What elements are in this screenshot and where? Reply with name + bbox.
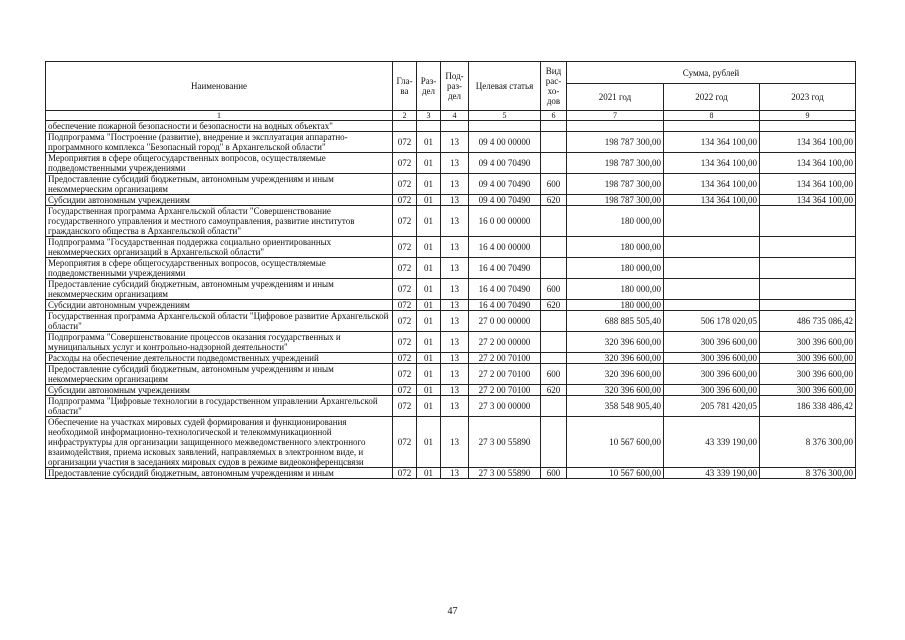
row-name: Подпрограмма "Совершенствование процессов оказания государственных и муниципальных услуг и контрольно-надзорной деятельности" <box>46 332 393 353</box>
row-sum-2023: 186 338 486,42 <box>760 396 856 417</box>
row-glava: 072 <box>393 279 417 300</box>
row-celevaya-statya <box>469 121 541 132</box>
row-celevaya-statya: 16 4 00 70490 <box>469 300 541 311</box>
row-vid-rashodov <box>541 153 567 174</box>
column-index: 7 <box>567 111 664 121</box>
row-sum-2023: 134 364 100,00 <box>760 132 856 153</box>
row-podrazdel: 13 <box>441 300 469 311</box>
row-sum-2021: 198 787 300,00 <box>567 153 664 174</box>
row-celevaya-statya: 09 4 00 00000 <box>469 132 541 153</box>
row-glava: 072 <box>393 311 417 332</box>
row-celevaya-statya: 27 2 00 70100 <box>469 385 541 396</box>
row-sum-2022: 300 396 600,00 <box>664 364 760 385</box>
row-name: Субсидии автономным учреждениям <box>46 385 393 396</box>
row-razdel: 01 <box>417 195 441 206</box>
row-sum-2023: 300 396 600,00 <box>760 364 856 385</box>
header-podrazdel: Под-раз-дел <box>441 62 469 111</box>
row-vid-rashodov <box>541 258 567 279</box>
row-razdel: 01 <box>417 468 441 479</box>
row-razdel: 01 <box>417 353 441 364</box>
row-sum-2021: 180 000,00 <box>567 237 664 258</box>
row-sum-2023: 300 396 600,00 <box>760 385 856 396</box>
header-name: Наименование <box>46 62 393 111</box>
row-podrazdel: 13 <box>441 468 469 479</box>
row-celevaya-statya: 27 3 00 55890 <box>469 417 541 468</box>
row-sum-2022: 205 781 420,05 <box>664 396 760 417</box>
header-razdel: Раз-дел <box>417 62 441 111</box>
row-razdel: 01 <box>417 279 441 300</box>
row-vid-rashodov <box>541 132 567 153</box>
row-glava: 072 <box>393 258 417 279</box>
row-podrazdel: 13 <box>441 353 469 364</box>
row-razdel: 01 <box>417 206 441 237</box>
row-vid-rashodov <box>541 396 567 417</box>
row-sum-2021: 358 548 905,40 <box>567 396 664 417</box>
table-row <box>46 385 856 396</box>
header-year-2021: 2021 год <box>567 84 664 111</box>
table-row <box>46 132 856 153</box>
table-row <box>46 311 856 332</box>
row-sum-2023: 8 376 300,00 <box>760 417 856 468</box>
table-row <box>46 279 856 300</box>
row-razdel: 01 <box>417 396 441 417</box>
row-name: Предоставление субсидий бюджетным, автономным учреждениям и иным некоммерческим организациям <box>46 364 393 385</box>
row-celevaya-statya: 27 3 00 55890 <box>469 468 541 479</box>
row-name: Предоставление субсидий бюджетным, автономным учреждениям и иным некоммерческим организациям <box>46 174 393 195</box>
row-podrazdel: 13 <box>441 396 469 417</box>
row-sum-2021: 10 567 600,00 <box>567 417 664 468</box>
row-name: обеспечение пожарной безопасности и безопасности на водных объектах" <box>46 121 393 132</box>
row-celevaya-statya: 16 0 00 00000 <box>469 206 541 237</box>
row-name: Мероприятия в сфере общегосударственных вопросов, осуществляемые подведомственными учреждениями <box>46 153 393 174</box>
header-year-2023: 2023 год <box>760 84 856 111</box>
row-vid-rashodov: 600 <box>541 364 567 385</box>
column-index: 1 <box>46 111 393 121</box>
table-row <box>46 258 856 279</box>
row-vid-rashodov <box>541 353 567 364</box>
row-name: Предоставление субсидий бюджетным, автономным учреждениям и иным некоммерческим организациям <box>46 279 393 300</box>
row-podrazdel: 13 <box>441 417 469 468</box>
row-sum-2023: 300 396 600,00 <box>760 353 856 364</box>
row-celevaya-statya: 27 0 00 00000 <box>469 311 541 332</box>
row-celevaya-statya: 09 4 00 70490 <box>469 195 541 206</box>
row-celevaya-statya: 09 4 00 70490 <box>469 153 541 174</box>
row-podrazdel: 13 <box>441 332 469 353</box>
row-sum-2023: 134 364 100,00 <box>760 174 856 195</box>
row-glava: 072 <box>393 385 417 396</box>
row-sum-2022 <box>664 206 760 237</box>
row-razdel: 01 <box>417 237 441 258</box>
table-row <box>46 121 856 132</box>
row-sum-2021: 180 000,00 <box>567 206 664 237</box>
row-razdel: 01 <box>417 174 441 195</box>
row-name: Государственная программа Архангельской области "Цифровое развитие Архангельской области" <box>46 311 393 332</box>
row-celevaya-statya: 27 2 00 70100 <box>469 364 541 385</box>
row-sum-2022: 43 339 190,00 <box>664 468 760 479</box>
row-sum-2021: 320 396 600,00 <box>567 364 664 385</box>
row-vid-rashodov: 620 <box>541 385 567 396</box>
row-sum-2021: 10 567 600,00 <box>567 468 664 479</box>
table-row <box>46 153 856 174</box>
row-razdel: 01 <box>417 364 441 385</box>
row-celevaya-statya: 16 4 00 70490 <box>469 279 541 300</box>
row-podrazdel: 13 <box>441 237 469 258</box>
row-sum-2022 <box>664 279 760 300</box>
row-razdel: 01 <box>417 300 441 311</box>
row-sum-2022: 134 364 100,00 <box>664 153 760 174</box>
row-celevaya-statya: 27 3 00 00000 <box>469 396 541 417</box>
row-glava: 072 <box>393 195 417 206</box>
row-sum-2023 <box>760 206 856 237</box>
row-sum-2022: 134 364 100,00 <box>664 195 760 206</box>
row-celevaya-statya: 09 4 00 70490 <box>469 174 541 195</box>
row-sum-2021: 198 787 300,00 <box>567 132 664 153</box>
row-vid-rashodov <box>541 206 567 237</box>
row-celevaya-statya: 27 2 00 00000 <box>469 332 541 353</box>
row-razdel: 01 <box>417 153 441 174</box>
row-glava: 072 <box>393 353 417 364</box>
header-year-2022: 2022 год <box>664 84 760 111</box>
row-podrazdel: 13 <box>441 174 469 195</box>
page-number: 47 <box>447 606 458 617</box>
row-podrazdel: 13 <box>441 206 469 237</box>
table-row <box>46 206 856 237</box>
row-name: Предоставление субсидий бюджетным, автономным учреждениям и иным <box>46 468 393 479</box>
column-index-row <box>46 111 856 121</box>
row-sum-2022 <box>664 258 760 279</box>
row-sum-2021: 180 000,00 <box>567 300 664 311</box>
row-sum-2022 <box>664 300 760 311</box>
table-row <box>46 237 856 258</box>
row-glava: 072 <box>393 300 417 311</box>
row-vid-rashodov: 600 <box>541 468 567 479</box>
row-celevaya-statya: 16 4 00 00000 <box>469 237 541 258</box>
row-name: Мероприятия в сфере общегосударственных вопросов, осуществляемые подведомственными учреждениями <box>46 258 393 279</box>
row-vid-rashodov <box>541 121 567 132</box>
row-name: Субсидии автономным учреждениям <box>46 195 393 206</box>
row-sum-2022: 506 178 020,05 <box>664 311 760 332</box>
row-sum-2022: 300 396 600,00 <box>664 385 760 396</box>
row-podrazdel: 13 <box>441 364 469 385</box>
row-glava: 072 <box>393 153 417 174</box>
column-index: 3 <box>417 111 441 121</box>
row-sum-2021: 180 000,00 <box>567 279 664 300</box>
column-index: 4 <box>441 111 469 121</box>
row-sum-2023 <box>760 237 856 258</box>
row-name: Государственная программа Архангельской области "Совершенствование государственного управления и местного самоуправления, развитие институтов гражданского общества в Архангельской области" <box>46 206 393 237</box>
row-glava: 072 <box>393 332 417 353</box>
row-glava: 072 <box>393 417 417 468</box>
row-name: Обеспечение на участках мировых судей формирования и функционирования необходимой информационно-технологической и телекоммуникационной инфраструктуры для организации защищенного межведомственного электронного взаимодействия, приема исковых заявлений, направляемых в электронном виде, и организации участия в заседаниях мировых судов в режиме видеоконференцсвязи <box>46 417 393 468</box>
row-sum-2023: 134 364 100,00 <box>760 195 856 206</box>
row-podrazdel: 13 <box>441 258 469 279</box>
row-glava: 072 <box>393 364 417 385</box>
row-sum-2023 <box>760 300 856 311</box>
row-sum-2023: 8 376 300,00 <box>760 468 856 479</box>
header-summa: Сумма, рублей <box>567 62 856 84</box>
table-row <box>46 353 856 364</box>
table-row <box>46 417 856 468</box>
row-celevaya-statya: 16 4 00 70490 <box>469 258 541 279</box>
row-name: Подпрограмма "Цифровые технологии в государственном управлении Архангельской области" <box>46 396 393 417</box>
row-sum-2022: 300 396 600,00 <box>664 332 760 353</box>
column-index: 6 <box>541 111 567 121</box>
row-vid-rashodov <box>541 332 567 353</box>
row-name: Подпрограмма "Построение (развитие), внедрение и эксплуатация аппаратно-программного комплекса "Безопасный город" в Архангельской области" <box>46 132 393 153</box>
header-vid-rashodov: Вид рас-хо-дов <box>541 62 567 111</box>
row-sum-2021: 198 787 300,00 <box>567 174 664 195</box>
row-glava: 072 <box>393 468 417 479</box>
row-vid-rashodov: 600 <box>541 174 567 195</box>
row-razdel: 01 <box>417 311 441 332</box>
row-razdel <box>417 121 441 132</box>
row-razdel: 01 <box>417 385 441 396</box>
budget-table <box>45 61 856 479</box>
row-vid-rashodov <box>541 237 567 258</box>
row-sum-2021: 180 000,00 <box>567 258 664 279</box>
table-row <box>46 195 856 206</box>
row-vid-rashodov: 620 <box>541 300 567 311</box>
row-sum-2021: 320 396 600,00 <box>567 353 664 364</box>
row-glava: 072 <box>393 237 417 258</box>
row-sum-2021 <box>567 121 664 132</box>
row-podrazdel: 13 <box>441 153 469 174</box>
row-glava: 072 <box>393 396 417 417</box>
row-vid-rashodov <box>541 417 567 468</box>
row-podrazdel <box>441 121 469 132</box>
row-sum-2023 <box>760 121 856 132</box>
row-sum-2022: 134 364 100,00 <box>664 132 760 153</box>
table-row <box>46 396 856 417</box>
row-vid-rashodov <box>541 311 567 332</box>
row-podrazdel: 13 <box>441 279 469 300</box>
column-index: 8 <box>664 111 760 121</box>
row-sum-2023: 486 735 086,42 <box>760 311 856 332</box>
row-sum-2023: 300 396 600,00 <box>760 332 856 353</box>
row-sum-2023 <box>760 279 856 300</box>
row-sum-2021: 320 396 600,00 <box>567 332 664 353</box>
row-podrazdel: 13 <box>441 385 469 396</box>
row-razdel: 01 <box>417 258 441 279</box>
row-razdel: 01 <box>417 132 441 153</box>
row-glava <box>393 121 417 132</box>
column-index: 5 <box>469 111 541 121</box>
row-glava: 072 <box>393 206 417 237</box>
row-sum-2023 <box>760 258 856 279</box>
row-name: Субсидии автономным учреждениям <box>46 300 393 311</box>
row-sum-2023: 134 364 100,00 <box>760 153 856 174</box>
column-index: 9 <box>760 111 856 121</box>
row-celevaya-statya: 27 2 00 70100 <box>469 353 541 364</box>
row-podrazdel: 13 <box>441 195 469 206</box>
row-sum-2022 <box>664 237 760 258</box>
row-podrazdel: 13 <box>441 132 469 153</box>
row-name: Расходы на обеспечение деятельности подведомственных учреждений <box>46 353 393 364</box>
table-row <box>46 364 856 385</box>
row-sum-2022: 43 339 190,00 <box>664 417 760 468</box>
row-sum-2022: 134 364 100,00 <box>664 174 760 195</box>
row-name: Подпрограмма "Государственная поддержка социально ориентированных некоммерческих организаций в Архангельской области" <box>46 237 393 258</box>
row-sum-2021: 198 787 300,00 <box>567 195 664 206</box>
row-vid-rashodov: 600 <box>541 279 567 300</box>
row-podrazdel: 13 <box>441 311 469 332</box>
row-glava: 072 <box>393 174 417 195</box>
row-glava: 072 <box>393 132 417 153</box>
row-sum-2022 <box>664 121 760 132</box>
table-row <box>46 174 856 195</box>
table-row <box>46 300 856 311</box>
table-body <box>46 121 856 479</box>
column-index: 2 <box>393 111 417 121</box>
row-sum-2022: 300 396 600,00 <box>664 353 760 364</box>
row-sum-2021: 320 396 600,00 <box>567 385 664 396</box>
table-row <box>46 332 856 353</box>
row-razdel: 01 <box>417 417 441 468</box>
row-sum-2021: 688 885 505,40 <box>567 311 664 332</box>
header-celevaya-statya: Целевая статья <box>469 62 541 111</box>
row-vid-rashodov: 620 <box>541 195 567 206</box>
table-row <box>46 468 856 479</box>
header-glava: Гла-ва <box>393 62 417 111</box>
row-razdel: 01 <box>417 332 441 353</box>
